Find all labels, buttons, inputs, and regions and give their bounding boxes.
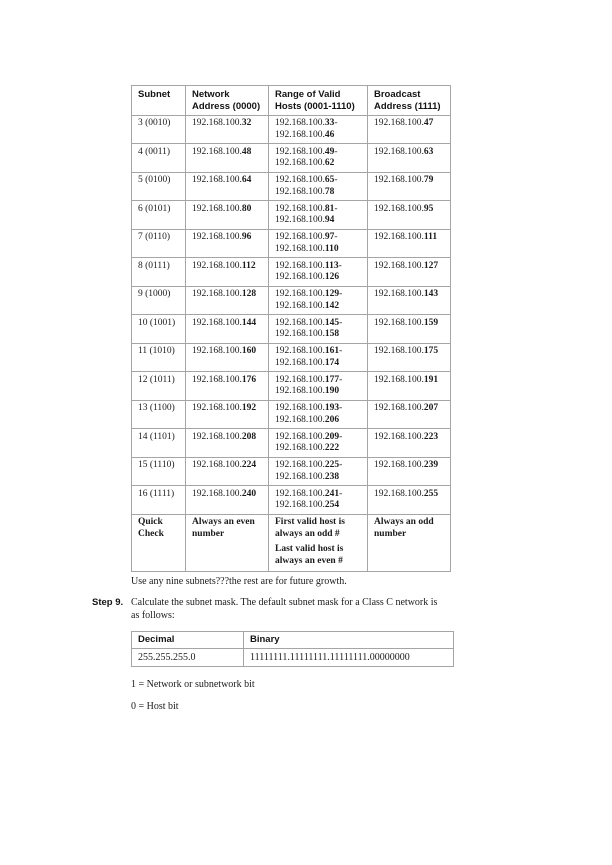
subnet-table-header-row <box>132 86 451 116</box>
subnet-cell: 11 (1010) <box>132 343 186 372</box>
range-first-host: 192.168.100.129- <box>275 289 343 299</box>
table-row <box>132 372 451 401</box>
broadcast-address-cell: 192.168.100.175 <box>368 343 451 372</box>
quick-check-range: First valid host is always an odd # Last valid host is always an even # <box>269 514 368 571</box>
network-address-cell: 192.168.100.224 <box>186 457 269 486</box>
valid-host-range-cell <box>269 201 368 230</box>
range-last-host: 192.168.100.222 <box>275 443 340 453</box>
step-text-line1: Calculate the subnet mask. The default subnet mask for a Class C network is <box>131 597 438 608</box>
subnet-cell: 8 (0111) <box>132 258 186 287</box>
quick-check-label: Quick Check <box>132 514 186 571</box>
range-last-host: 192.168.100.158 <box>275 329 340 339</box>
table-row <box>132 115 451 144</box>
broadcast-address-cell: 192.168.100.207 <box>368 400 451 429</box>
subnet-table-body <box>132 115 451 571</box>
valid-host-range-cell <box>269 429 368 458</box>
col-header-broadcast-address: Broadcast Address (1111) <box>368 86 451 116</box>
step-text <box>131 596 437 622</box>
table-row <box>132 258 451 287</box>
range-first-host: 192.168.100.209- <box>275 431 343 442</box>
range-first-host: 192.168.100.177- <box>275 374 343 385</box>
range-first-host: 192.168.100.193- <box>275 403 343 413</box>
range-last-host: 192.168.100.190 <box>275 386 340 396</box>
broadcast-address-cell: 192.168.100.223 <box>368 429 451 458</box>
table-row <box>132 201 451 230</box>
network-address-cell: 192.168.100.80 <box>186 201 269 230</box>
range-first-host: 192.168.100.97- <box>275 232 338 242</box>
col-header-decimal: Decimal <box>132 632 244 649</box>
step-text-line2: as follows: <box>131 610 175 621</box>
network-address-cell: 192.168.100.240 <box>186 486 269 515</box>
table-row <box>132 457 451 486</box>
network-address-cell: 192.168.100.144 <box>186 315 269 344</box>
subnet-cell: 9 (1000) <box>132 286 186 315</box>
mask-table-header-row <box>132 632 454 649</box>
broadcast-address-cell: 192.168.100.63 <box>368 144 451 173</box>
quick-check-broadcast: Always an odd number <box>368 514 451 571</box>
subnet-cell: 15 (1110) <box>132 457 186 486</box>
range-first-host: 192.168.100.241- <box>275 488 343 499</box>
table-row <box>132 343 451 372</box>
range-last-host: 192.168.100.254 <box>275 500 340 510</box>
mask-decimal-cell: 255.255.255.0 <box>132 649 244 667</box>
col-header-subnet: Subnet <box>132 86 186 116</box>
broadcast-address-cell: 192.168.100.95 <box>368 201 451 230</box>
valid-host-range-cell <box>269 315 368 344</box>
range-first-host: 192.168.100.145- <box>275 317 343 328</box>
broadcast-address-cell: 192.168.100.111 <box>368 229 451 258</box>
quick-check-row <box>132 514 451 571</box>
network-address-cell: 192.168.100.32 <box>186 115 269 144</box>
valid-host-range-cell <box>269 457 368 486</box>
network-address-cell: 192.168.100.128 <box>186 286 269 315</box>
network-address-cell: 192.168.100.176 <box>186 372 269 401</box>
range-first-host: 192.168.100.81- <box>275 203 338 214</box>
table-row <box>132 400 451 429</box>
legend-network-bit: 1 = Network or subnetwork bit <box>131 679 255 690</box>
subnet-cell: 13 (1100) <box>132 400 186 429</box>
table-row <box>132 229 451 258</box>
range-last-host: 192.168.100.238 <box>275 471 340 482</box>
valid-host-range-cell <box>269 229 368 258</box>
subnet-cell: 14 (1101) <box>132 429 186 458</box>
valid-host-range-cell <box>269 172 368 201</box>
network-address-cell: 192.168.100.208 <box>186 429 269 458</box>
network-address-cell: 192.168.100.192 <box>186 400 269 429</box>
subnet-cell: 3 (0010) <box>132 115 186 144</box>
valid-host-range-cell <box>269 486 368 515</box>
future-growth-note: Use any nine subnets???the rest are for future growth. <box>131 576 347 587</box>
subnet-mask-table <box>131 631 454 667</box>
network-address-cell: 192.168.100.64 <box>186 172 269 201</box>
valid-host-range-cell <box>269 372 368 401</box>
network-address-cell: 192.168.100.48 <box>186 144 269 173</box>
broadcast-address-cell: 192.168.100.255 <box>368 486 451 515</box>
valid-host-range-cell <box>269 286 368 315</box>
col-header-network-address: Network Address (0000) <box>186 86 269 116</box>
legend-host-bit: 0 = Host bit <box>131 701 179 712</box>
broadcast-address-cell: 192.168.100.239 <box>368 457 451 486</box>
step-label: Step 9. <box>92 597 124 608</box>
table-row <box>132 429 451 458</box>
network-address-cell: 192.168.100.160 <box>186 343 269 372</box>
range-last-host: 192.168.100.126 <box>275 272 340 282</box>
broadcast-address-cell: 192.168.100.79 <box>368 172 451 201</box>
table-row <box>132 486 451 515</box>
col-header-binary: Binary <box>244 632 454 649</box>
network-address-cell: 192.168.100.96 <box>186 229 269 258</box>
mask-table-row <box>132 649 454 667</box>
subnet-cell: 12 (1011) <box>132 372 186 401</box>
subnet-cell: 10 (1001) <box>132 315 186 344</box>
range-first-host: 192.168.100.33- <box>275 118 338 128</box>
valid-host-range-cell <box>269 115 368 144</box>
table-row <box>132 144 451 173</box>
table-row <box>132 172 451 201</box>
range-first-host: 192.168.100.225- <box>275 460 343 470</box>
range-last-host: 192.168.100.206 <box>275 414 340 425</box>
subnet-table <box>131 85 451 572</box>
mask-binary-cell: 11111111.11111111.11111111.00000000 <box>244 649 454 667</box>
range-last-host: 192.168.100.62 <box>275 158 335 168</box>
subnet-cell: 5 (0100) <box>132 172 186 201</box>
network-address-cell: 192.168.100.112 <box>186 258 269 287</box>
range-last-host: 192.168.100.46 <box>275 129 335 140</box>
valid-host-range-cell <box>269 144 368 173</box>
subnet-cell: 16 (1111) <box>132 486 186 515</box>
broadcast-address-cell: 192.168.100.127 <box>368 258 451 287</box>
broadcast-address-cell: 192.168.100.143 <box>368 286 451 315</box>
broadcast-address-cell: 192.168.100.47 <box>368 115 451 144</box>
subnet-cell: 7 (0110) <box>132 229 186 258</box>
subnet-cell: 4 (0011) <box>132 144 186 173</box>
range-first-host: 192.168.100.113- <box>275 260 342 271</box>
subnet-cell: 6 (0101) <box>132 201 186 230</box>
range-last-host: 192.168.100.94 <box>275 215 335 225</box>
range-last-host: 192.168.100.174 <box>275 357 340 368</box>
table-row <box>132 286 451 315</box>
valid-host-range-cell <box>269 400 368 429</box>
valid-host-range-cell <box>269 343 368 372</box>
range-first-host: 192.168.100.65- <box>275 175 338 185</box>
range-first-host: 192.168.100.49- <box>275 146 338 157</box>
broadcast-address-cell: 192.168.100.191 <box>368 372 451 401</box>
range-last-host: 192.168.100.78 <box>275 186 335 197</box>
range-last-host: 192.168.100.110 <box>275 243 339 254</box>
broadcast-address-cell: 192.168.100.159 <box>368 315 451 344</box>
col-header-range-valid-hosts: Range of Valid Hosts (0001-1110) <box>269 86 368 116</box>
range-first-host: 192.168.100.161- <box>275 346 343 356</box>
quick-check-network: Always an even number <box>186 514 269 571</box>
range-last-host: 192.168.100.142 <box>275 300 340 311</box>
table-row <box>132 315 451 344</box>
valid-host-range-cell <box>269 258 368 287</box>
